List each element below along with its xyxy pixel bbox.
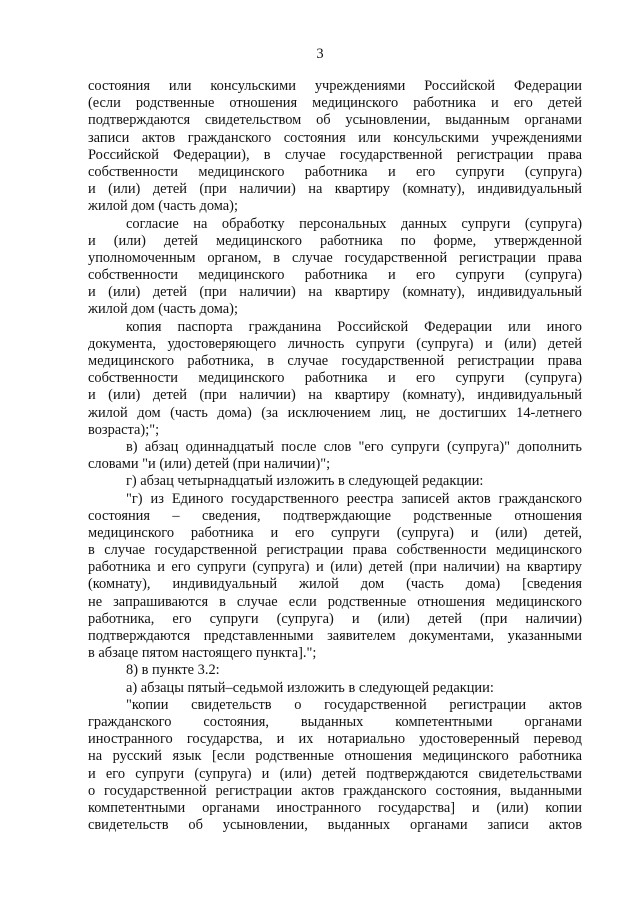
text-line: на русский язык [если родственные отношения медицинского работника <box>88 748 582 765</box>
text-line: и (или) детей медицинского работника по форме, утвержденной <box>88 232 582 249</box>
text-line: и (или) детей (при наличии) на квартиру (комнату), индивидуальный <box>88 284 582 301</box>
text-line: а) абзацы пятый–седьмой изложить в следующей редакции: <box>126 679 494 696</box>
text-line: 8) в пункте 3.2: <box>126 662 220 679</box>
text-line: работника, его супруги (супруга) и (или) детей (при наличии) <box>88 610 582 627</box>
text-line: жилой дом (часть дома) (за исключением лиц, не достигших 14-летнего <box>88 404 582 421</box>
page-number: 3 <box>316 46 324 62</box>
text-line: и (или) детей (при наличии) на квартиру (комнату), индивидуальный <box>88 387 582 404</box>
text-line: в) абзац одиннадцатый после слов "его супруги (супруга)" дополнить <box>126 438 582 455</box>
text-line: в абзаце пятом настоящего пункта]."; <box>88 645 317 662</box>
text-line: компетентными органами иностранного государства] и (или) копии <box>88 799 582 816</box>
text-line: документа, удостоверяющего личность супруги (супруга) и (или) детей <box>88 335 582 352</box>
text-line: собственности медицинского работника и его супруги (супруга) <box>88 163 582 180</box>
text-line: и (или) детей (при наличии) на квартиру (комнату), индивидуальный <box>88 181 582 198</box>
text-line: в случае государственной регистрации права собственности медицинского <box>88 542 582 559</box>
text-line: о государственной регистрации актов гражданского состояния, выданными <box>88 782 582 799</box>
text-line: записи актов гражданского состояния или консульскими учреждениями <box>88 129 582 146</box>
text-line: иностранного государства, и их нотариально удостоверенный перевод <box>88 731 582 748</box>
text-line: г) абзац четырнадцатый изложить в следующей редакции: <box>126 473 484 490</box>
text-line: медицинского работника, в случае государственной регистрации права <box>88 353 582 369</box>
text-line: (комнату), индивидуальный жилой дом (часть дома) [сведения <box>88 576 582 593</box>
text-line: уполномоченным органом, в случае государственной регистрации права <box>88 249 582 266</box>
text-line: свидетельств об усыновлении, выданных органами записи актов <box>88 817 582 834</box>
text-line: словами "и (или) детей (при наличии)"; <box>88 456 331 473</box>
text-line: "г) из Единого государственного реестра записей актов гражданского <box>126 490 582 507</box>
text-line: Российской Федерации), в случае государственной регистрации права <box>88 146 582 163</box>
document-body <box>88 78 582 834</box>
text-line: подтверждаются представленными заявителем документами, указанными <box>88 628 582 644</box>
text-line: жилой дом (часть дома); <box>88 301 238 318</box>
text-line: согласие на обработку персональных данных супруги (супруга) <box>126 215 582 232</box>
text-line: (если родственные отношения медицинского работника и его детей <box>88 95 582 112</box>
text-line: не запрашиваются в случае если родственные отношения медицинского <box>88 593 582 610</box>
text-line: "копии свидетельств о государственной регистрации актов <box>126 696 582 713</box>
text-line: состояния – сведения, подтверждающие родственные отношения <box>88 507 582 524</box>
text-line: копия паспорта гражданина Российской Федерации или иного <box>126 318 582 335</box>
text-line: подтверждаются свидетельством об усыновлении, выданным органами <box>88 112 582 129</box>
text-line: возраста);"; <box>88 421 160 438</box>
text-line: и его супруги (супруга) и (или) детей подтверждаются свидетельствами <box>88 765 582 782</box>
text-line: состояния или консульскими учреждениями Российской Федерации <box>88 78 582 94</box>
text-line: собственности медицинского работника и его супруги (супруга) <box>88 370 582 387</box>
text-line: собственности медицинского работника и его супруги (супруга) <box>88 267 582 284</box>
text-line: работника и его супруги (супруга) и (или) детей (при наличии) на квартиру <box>88 559 582 576</box>
text-line: гражданского состояния, выданных компетентными органами <box>88 713 582 730</box>
text-line: жилой дом (часть дома); <box>88 198 238 215</box>
text-line: медицинского работника и его супруги (супруга) и (или) детей, <box>88 524 582 541</box>
